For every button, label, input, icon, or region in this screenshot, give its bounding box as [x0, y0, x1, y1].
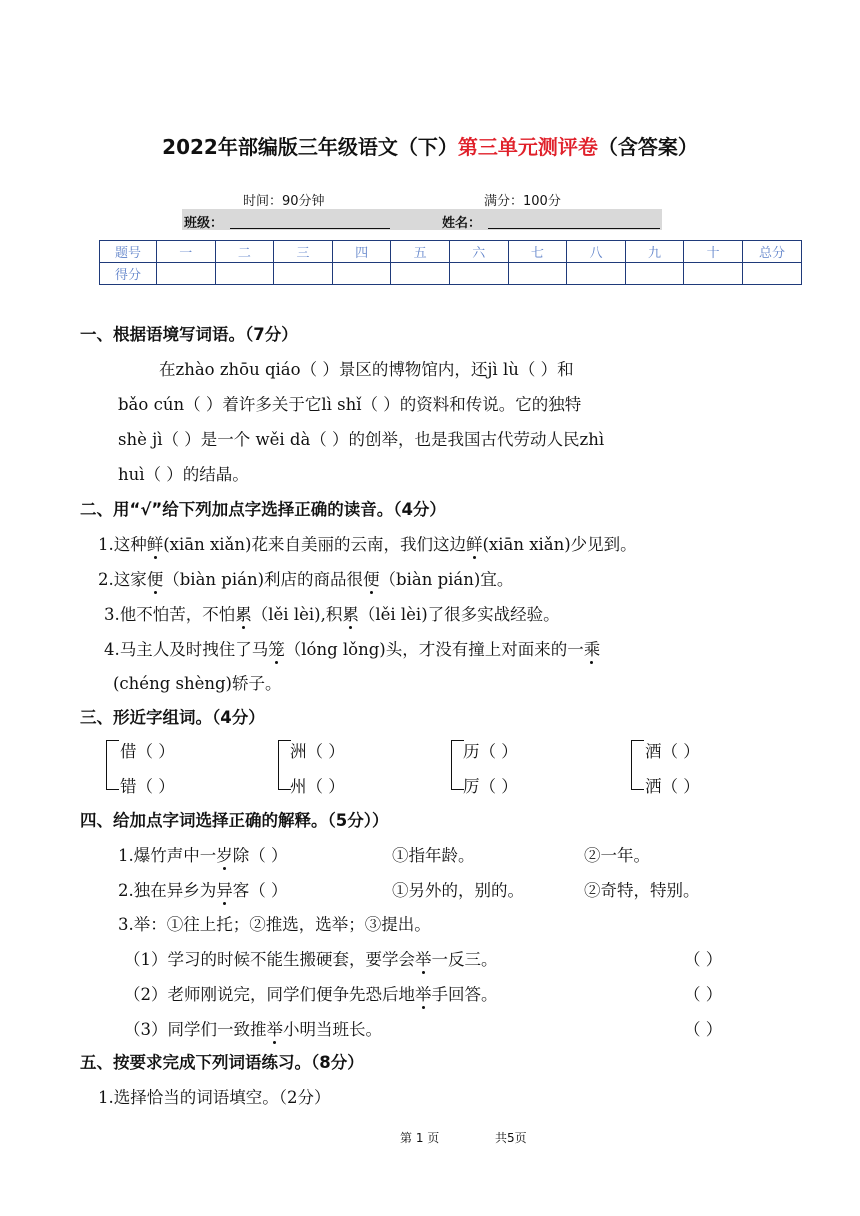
table-cell: 五 — [391, 241, 450, 263]
word-group-bottom: 洒（ ） — [645, 777, 700, 796]
score-table — [99, 240, 802, 285]
score-cell[interactable] — [684, 263, 743, 285]
table-row — [100, 263, 802, 285]
question-4-2-option-1: ①另外的，别的。 — [392, 881, 524, 900]
section-1-line: 在zhào zhōu qiáo（ ）景区的博物馆内，还jì lù（ ）和 — [159, 360, 574, 379]
table-cell: 得分 — [100, 263, 157, 285]
question-4-3-3: （3）同学们一致推举小明当班长。 — [124, 1020, 382, 1039]
page-number: 第 1 页 — [400, 1131, 440, 1145]
table-cell: 七 — [508, 241, 567, 263]
page-title: 2022年部编版三年级语文（下）第三单元测评卷（含答案） — [162, 135, 698, 159]
table-cell: 总分 — [743, 241, 802, 263]
section-3-heading: 三、形近字组词。（4分） — [80, 708, 265, 727]
score-cell[interactable] — [743, 263, 802, 285]
word-group-top: 洲（ ） — [290, 742, 345, 761]
question-2-2: 2.这家便（biàn pián)利店的商品很便（biàn pián)宜。 — [98, 570, 514, 589]
section-1-heading: 一、根据语境写词语。（7分） — [80, 325, 298, 344]
answer-paren: （ ） — [684, 985, 723, 1004]
question-4-1-option-1: ①指年龄。 — [392, 846, 475, 865]
word-group-top: 历（ ） — [463, 742, 518, 761]
class-field[interactable] — [230, 214, 390, 229]
score-cell[interactable] — [274, 263, 333, 285]
word-group-top: 酒（ ） — [645, 742, 700, 761]
section-2-heading: 二、用“√”给下列加点字选择正确的读音。（4分） — [80, 500, 446, 519]
word-group-top: 借（ ） — [120, 742, 175, 761]
question-4-3-2: （2）老师刚说完，同学们便争先恐后地举手回答。 — [124, 985, 498, 1004]
answer-paren: （ ） — [684, 1020, 723, 1039]
question-2-1: 1.这种鲜(xiān xiǎn)花来自美丽的云南，我们这边鲜(xiān xiǎn)少见到。 — [98, 535, 637, 554]
table-row — [100, 241, 802, 263]
class-label: 班级： — [184, 216, 224, 231]
question-4-1-option-2: ②一年。 — [584, 846, 650, 865]
question-5-1: 1.选择恰当的词语填空。（2分） — [98, 1088, 331, 1107]
score-cell[interactable] — [391, 263, 450, 285]
brace — [106, 740, 119, 790]
question-4-1: 1.爆竹声中一岁除（ ） — [118, 846, 288, 865]
table-cell: 九 — [625, 241, 684, 263]
score-cell[interactable] — [625, 263, 684, 285]
section-1-line: shè jì（ ）是一个 wěi dà（ ）的创举，也是我国古代劳动人民zhì — [118, 430, 605, 449]
page-total: 共5页 — [495, 1131, 527, 1145]
table-cell: 三 — [274, 241, 333, 263]
name-label: 姓名： — [442, 216, 482, 231]
word-group-bottom: 错（ ） — [120, 777, 175, 796]
question-2-4-cont: (chéng shèng)轿子。 — [113, 674, 282, 693]
question-2-4: 4.马主人及时拽住了马笼（lóng lǒng)头，才没有撞上对面来的一乘 — [104, 640, 601, 659]
full-score: 满分：100分 — [484, 194, 561, 209]
score-cell[interactable] — [508, 263, 567, 285]
score-cell[interactable] — [567, 263, 626, 285]
table-cell: 十 — [684, 241, 743, 263]
table-cell: 六 — [449, 241, 508, 263]
word-group-bottom: 厉（ ） — [463, 777, 518, 796]
score-cell[interactable] — [215, 263, 274, 285]
score-cell[interactable] — [157, 263, 216, 285]
name-field[interactable] — [488, 214, 660, 229]
table-cell: 四 — [332, 241, 391, 263]
question-2-3: 3.他不怕苦，不怕累（lěi lèi),积累（lěi lèi)了很多实战经验。 — [104, 605, 560, 624]
question-4-3-1: （1）学习的时候不能生搬硬套，要学会举一反三。 — [124, 950, 498, 969]
exam-time: 时间：90分钟 — [243, 194, 325, 209]
brace — [631, 740, 644, 790]
table-cell: 题号 — [100, 241, 157, 263]
table-cell: 一 — [157, 241, 216, 263]
question-4-2: 2.独在异乡为异客（ ） — [118, 881, 288, 900]
question-4-2-option-2: ②奇特，特别。 — [584, 881, 700, 900]
table-cell: 八 — [567, 241, 626, 263]
word-group-bottom: 州（ ） — [290, 777, 345, 796]
section-1-line: bǎo cún（ ）着许多关于它lì shǐ（ ）的资料和传说。它的独特 — [118, 395, 582, 414]
section-1-line: huì（ ）的结晶。 — [118, 465, 249, 484]
table-cell: 二 — [215, 241, 274, 263]
answer-paren: （ ） — [684, 950, 723, 969]
section-5-heading: 五、按要求完成下列词语练习。（8分） — [80, 1053, 364, 1072]
score-cell[interactable] — [449, 263, 508, 285]
question-4-3: 3.举：①往上托；②推选，选举；③提出。 — [118, 915, 431, 934]
score-cell[interactable] — [332, 263, 391, 285]
section-4-heading: 四、给加点字词选择正确的解释。（5分）） — [80, 811, 389, 830]
